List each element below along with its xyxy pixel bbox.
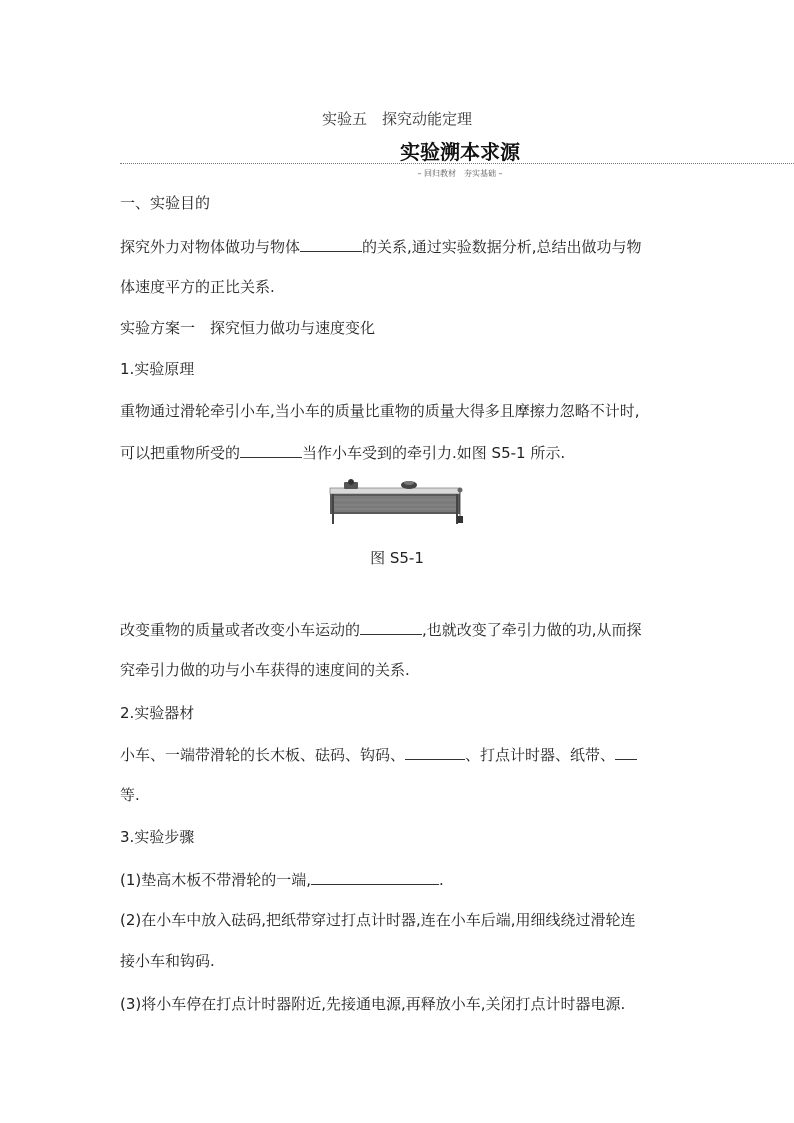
purpose-title: 一、实验目的 — [120, 194, 211, 212]
step-2-line-1: (2)在小车中放入砝码,把纸带穿过打点计时器,连在小车后端,用细线绕过滑轮连 — [120, 911, 636, 929]
equipment-line-2: 等. — [120, 786, 140, 804]
fill-in-blank[interactable] — [311, 869, 439, 885]
equipment-text-a: 小车、一端带滑轮的长木板、砝码、钩码、 — [120, 746, 406, 764]
purpose-text-a: 探究外力对物体做功与物体 — [120, 238, 301, 256]
section-tagline: – 回归教材 夯实基础 – — [417, 169, 503, 178]
apparatus-figure — [326, 478, 468, 528]
section-heading: 实验溯本求源 — [400, 140, 520, 164]
figure-caption: 图 S5-1 — [370, 549, 424, 567]
fill-in-blank[interactable] — [360, 619, 422, 635]
change-text-b: ,也就改变了牵引力做的功,从而探 — [422, 621, 642, 639]
equipment-line-1 — [120, 744, 680, 765]
experiment-subtitle: 实验五 探究动能定理 — [321, 110, 472, 128]
change-line-2: 究牵引力做的功与小车获得的速度间的关系. — [120, 661, 410, 679]
fill-in-blank[interactable] — [240, 442, 302, 458]
equipment-text-b: 、打点计时器、纸带、 — [465, 746, 616, 764]
steps-title: 3.实验步骤 — [120, 828, 195, 846]
step-3: (3)将小车停在打点计时器附近,先接通电源,再释放小车,关闭打点计时器电源. — [120, 995, 626, 1013]
principle-text-a: 可以把重物所受的 — [120, 444, 241, 462]
fill-in-blank[interactable] — [615, 744, 637, 760]
step-1-period: . — [439, 871, 444, 889]
principle-line-1: 重物通过滑轮牵引小车,当小车的质量比重物的质量大得多且摩擦力忽略不计时, — [120, 402, 640, 420]
fill-in-blank[interactable] — [300, 236, 362, 252]
purpose-line-1 — [120, 236, 680, 257]
purpose-line-2: 体速度平方的正比关系. — [120, 278, 275, 296]
step-1-text: (1)垫高木板不带滑轮的一端, — [120, 871, 312, 889]
cart-track-illustration — [326, 478, 468, 528]
change-text-a: 改变重物的质量或者改变小车运动的 — [120, 621, 361, 639]
step-1 — [120, 869, 680, 890]
principle-title: 1.实验原理 — [120, 360, 195, 378]
fill-in-blank[interactable] — [405, 744, 465, 760]
step-2-line-2: 接小车和钩码. — [120, 952, 215, 970]
plan-one-title: 实验方案一 探究恒力做功与速度变化 — [120, 319, 376, 337]
purpose-text-b: 的关系,通过实验数据分析,总结出做功与物 — [362, 238, 642, 256]
principle-line-2 — [120, 442, 680, 463]
principle-text-b: 当作小车受到的牵引力.如图 S5-1 所示. — [302, 444, 566, 462]
equipment-title: 2.实验器材 — [120, 704, 195, 722]
change-line-1 — [120, 619, 680, 640]
dotted-divider — [120, 163, 794, 164]
